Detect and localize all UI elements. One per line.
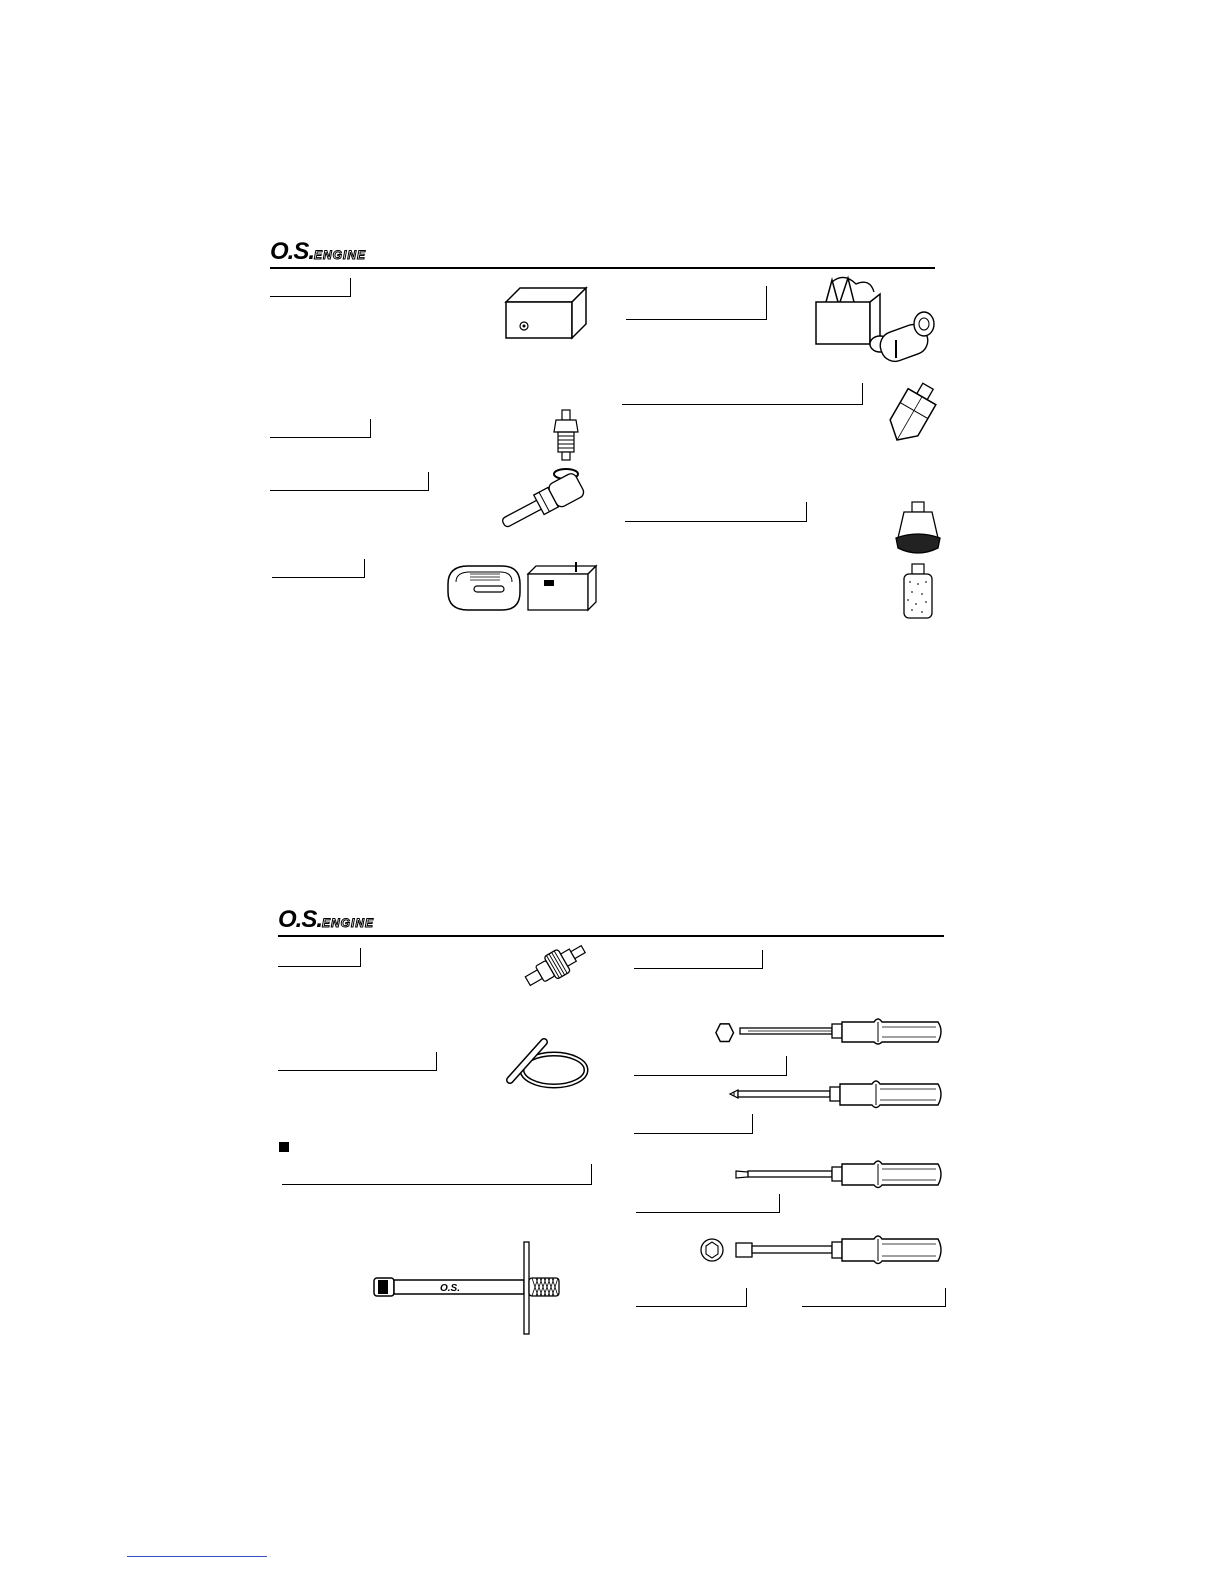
fuel-valve-icon	[522, 940, 590, 992]
t-wrench-icon	[370, 1240, 570, 1336]
header-rule-2	[278, 935, 944, 937]
os-engine-logo-2	[278, 906, 374, 934]
label-line-screwdriver-set	[634, 950, 763, 969]
logo-engine-text-2: ENGINE	[322, 916, 375, 930]
label-line-phillips-driver	[634, 1114, 753, 1134]
label-line-flat-driver	[636, 1194, 780, 1213]
label-line-t-wrench	[282, 1164, 592, 1185]
logo-os-text-2: O.S.	[278, 906, 323, 933]
socket-driver-icon	[696, 1232, 946, 1270]
label-line-socket-driver	[636, 1288, 747, 1307]
label-line-fuel-tube	[278, 1052, 437, 1071]
phillips-driver-icon	[726, 1078, 946, 1112]
bullet-square	[279, 1142, 289, 1152]
logo-os-text: O.S.	[270, 238, 315, 265]
label-line-socket-driver-2	[802, 1288, 946, 1307]
label-line-fuel-valve	[278, 948, 361, 967]
fuel-tube-icon	[500, 1036, 592, 1092]
hex-driver-icon	[706, 1014, 946, 1050]
logo-engine-text: ENGINE	[314, 248, 367, 262]
t-wrench-mark: O.S.	[440, 1283, 461, 1294]
footer-link-underline[interactable]	[127, 1556, 267, 1557]
flat-driver-icon	[734, 1158, 946, 1192]
label-line-hex-driver	[634, 1056, 787, 1076]
